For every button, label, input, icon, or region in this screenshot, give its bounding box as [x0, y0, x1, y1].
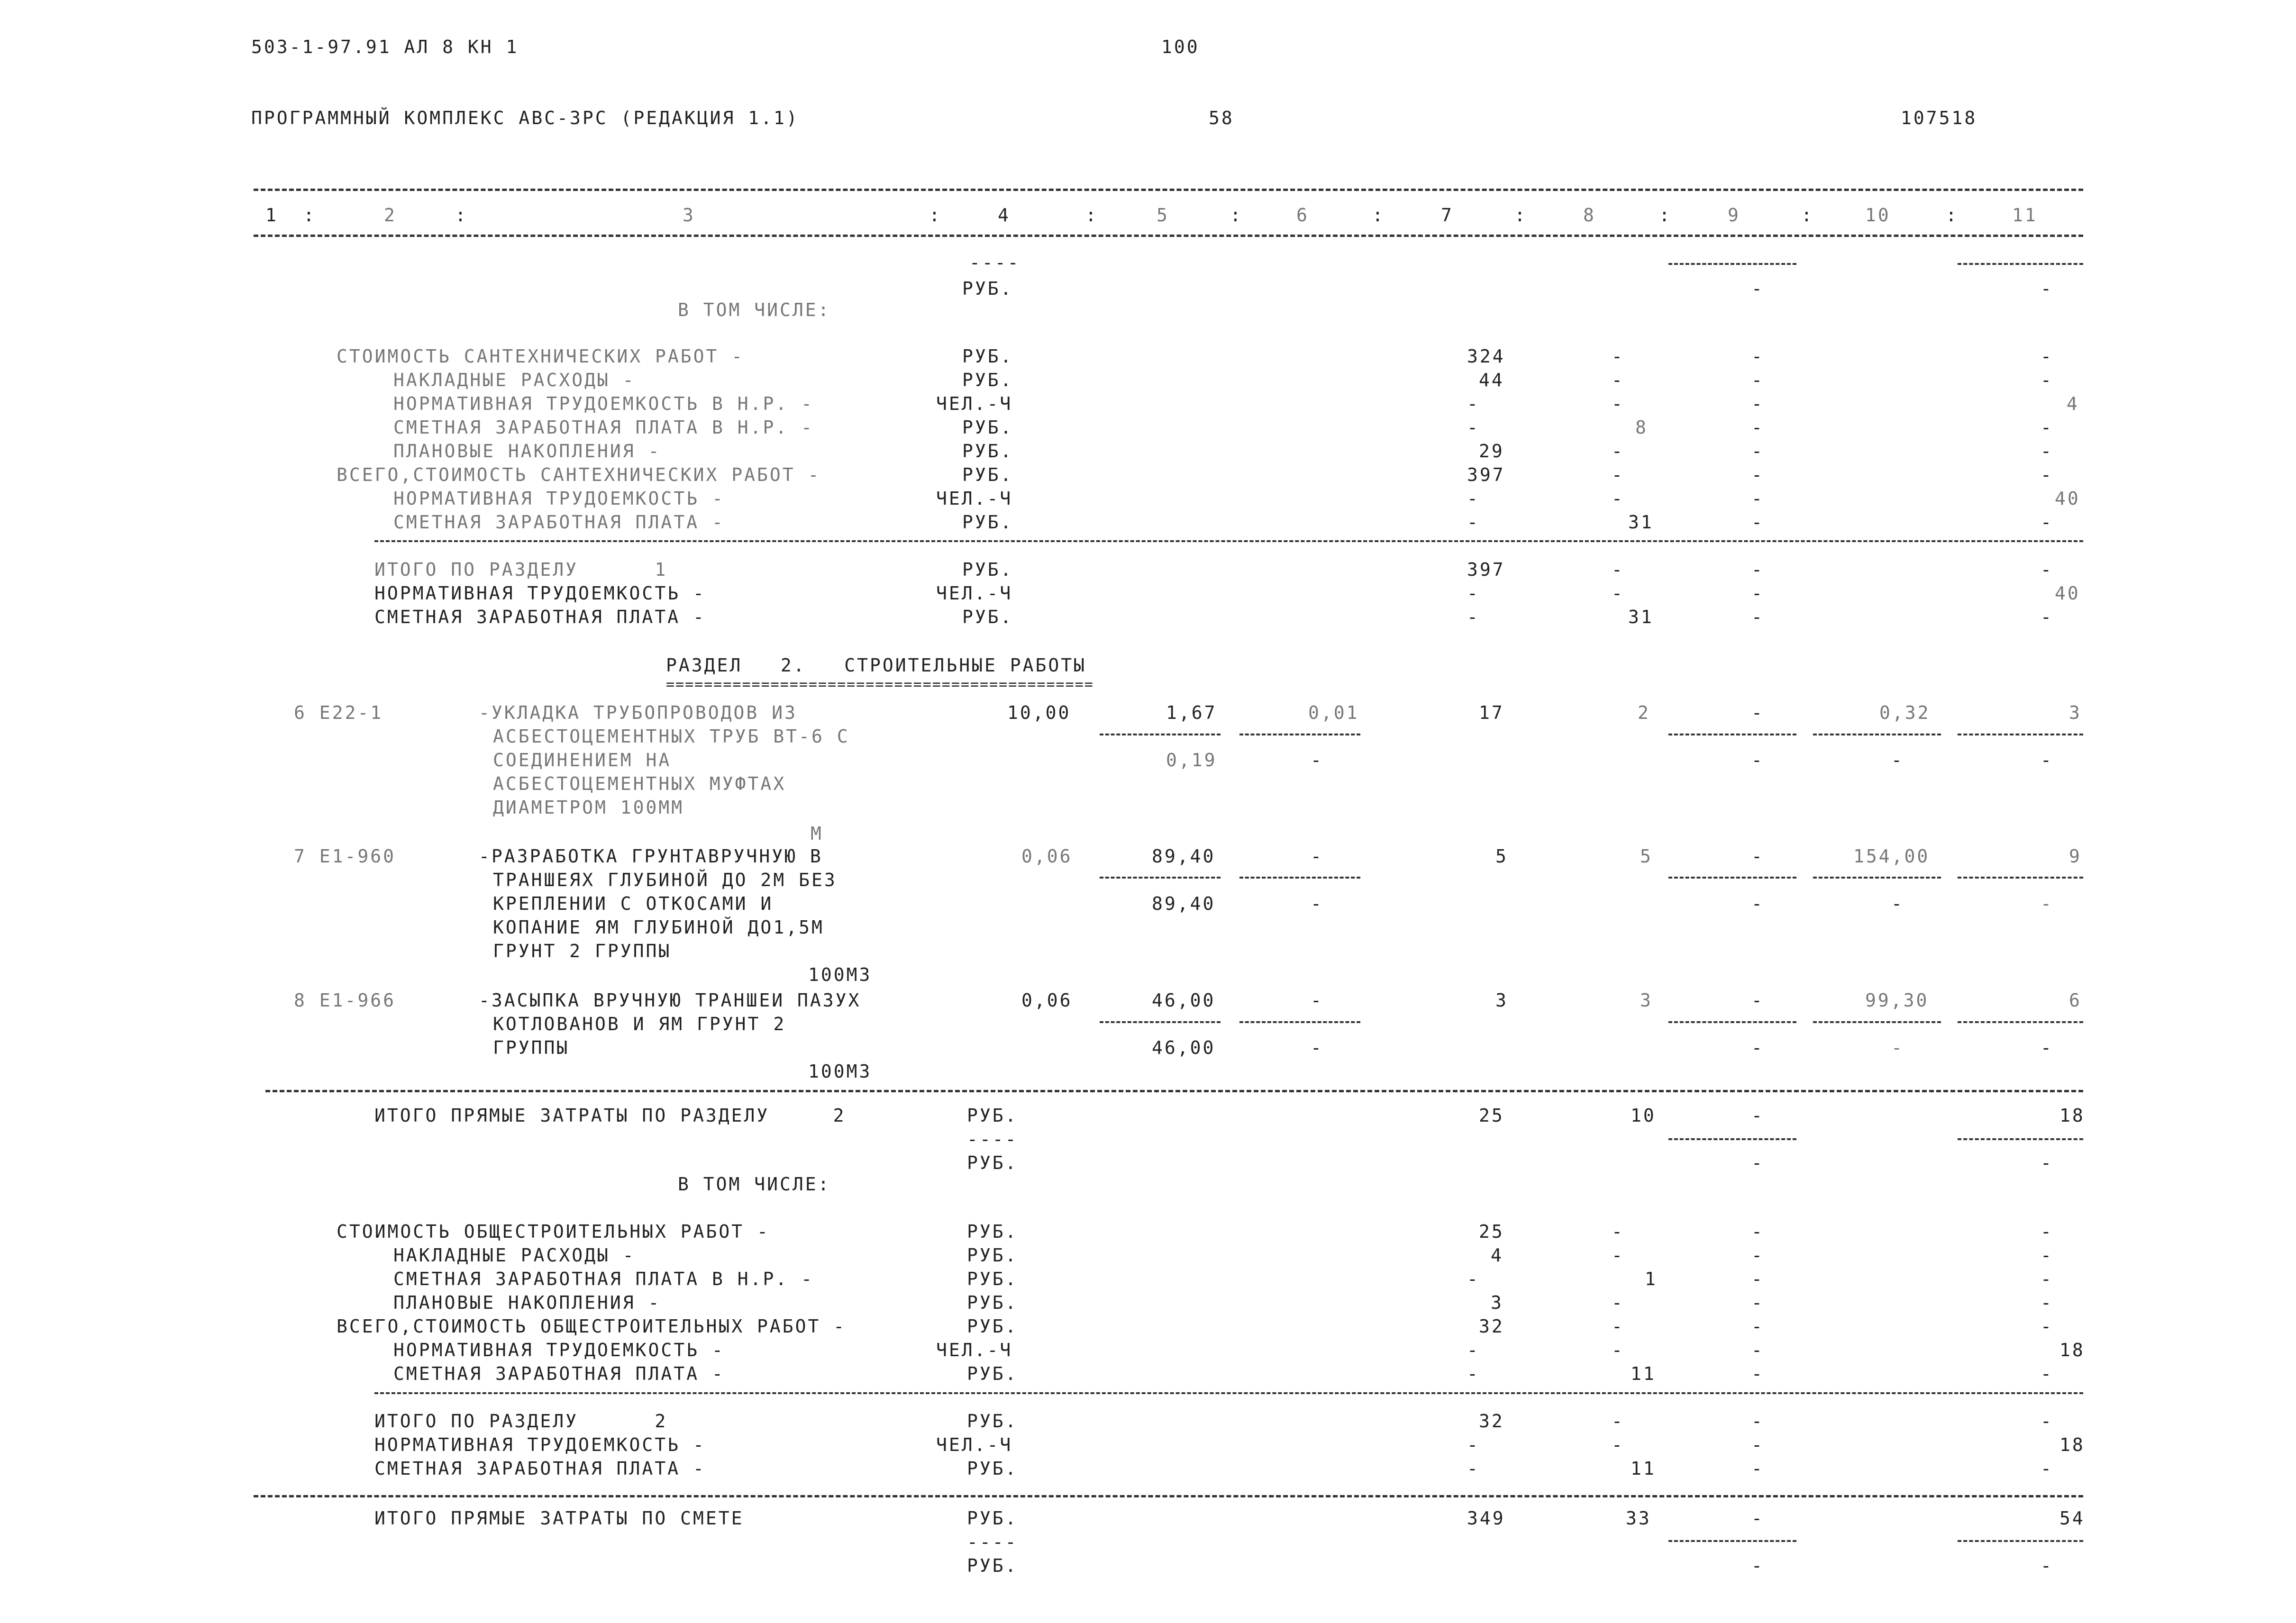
col-num: 2 [384, 205, 397, 226]
cell-rule [1813, 877, 1941, 879]
page-number: 100 [1161, 36, 1200, 57]
unit-rub: РУБ. [967, 1105, 1018, 1126]
dash-marker: ---- [967, 1532, 1018, 1552]
value: 32 [1479, 1411, 1504, 1432]
dash: - [1891, 1037, 1904, 1058]
dash: - [2041, 559, 2053, 580]
col-num: 9 [1728, 205, 1740, 226]
value: 18 [2059, 1434, 2085, 1455]
dash: - [2041, 1037, 2053, 1058]
s2-direct-label: ИТОГО ПРЯМЫЕ ЗАТРАТЫ ПО РАЗДЕЛУ 2 [374, 1105, 846, 1126]
dash: - [1467, 1340, 1480, 1360]
s2-cost-label: СТОИМОСТЬ ОБЩЕСТРОИТЕЛЬНЫХ РАБОТ - [337, 1221, 770, 1242]
unit-rub: РУБ. [967, 1152, 1018, 1173]
s1-overhead-label: НАКЛАДНЫЕ РАСХОДЫ - [393, 370, 636, 390]
item-col7: 3 [1495, 990, 1508, 1011]
dash: - [1311, 893, 1323, 914]
item-col8: 2 [1638, 702, 1650, 723]
col-sep: : [455, 205, 468, 226]
unit-rub: РУБ. [967, 1245, 1018, 1266]
value: 1 [1645, 1269, 1658, 1289]
dash: - [1612, 1245, 1624, 1266]
dash: - [1612, 559, 1624, 580]
dash: - [1467, 607, 1480, 627]
unit-rub: РУБ. [962, 417, 1013, 438]
dash: - [1751, 346, 1764, 367]
col-sep: : [1085, 205, 1098, 226]
item-col10: 99,30 [1865, 990, 1929, 1011]
dash: - [1751, 278, 1764, 299]
incl-heading: В ТОМ ЧИСЛЕ: [678, 1174, 831, 1195]
cell-rule [1239, 734, 1360, 735]
col-num: 5 [1157, 205, 1169, 226]
unit-chel: ЧЕЛ.-Ч [936, 1434, 1013, 1455]
dash: - [2041, 1458, 2053, 1479]
item-col7: 5 [1495, 846, 1508, 867]
s1-labor-nr-label: НОРМАТИВНАЯ ТРУДОЕМКОСТЬ В Н.Р. - [393, 393, 814, 414]
value: 3 [1491, 1292, 1503, 1313]
dash: - [1612, 346, 1624, 367]
dash: - [2041, 1411, 2053, 1432]
dash: - [2041, 464, 2053, 485]
dash: - [1612, 370, 1624, 390]
item-desc-line: ГРУНТ 2 ГРУППЫ [493, 941, 672, 961]
cell-rule [1813, 734, 1941, 735]
s2-itogo-label: ИТОГО ПО РАЗДЕЛУ 2 [374, 1411, 668, 1432]
dash: - [1751, 1037, 1764, 1058]
dash: - [2041, 278, 2053, 299]
dash: - [1751, 441, 1764, 462]
subtotal-rule [1958, 263, 2083, 265]
item-desc-line: -УКЛАДКА ТРУБОПРОВОДОВ ИЗ [479, 702, 797, 723]
dash: - [1467, 1458, 1480, 1479]
item-col8: 3 [1640, 990, 1653, 1011]
subtotal-rule [1958, 1540, 2083, 1542]
dash: - [1751, 1269, 1764, 1289]
cell-rule [1668, 877, 1796, 879]
dash: - [1311, 990, 1323, 1011]
dash: - [1612, 464, 1624, 485]
dash: - [1467, 1363, 1480, 1384]
item-col7: 17 [1479, 702, 1504, 723]
s2-planned-label: ПЛАНОВЫЕ НАКОПЛЕНИЯ - [393, 1292, 661, 1313]
dash: - [1891, 893, 1904, 914]
col-sep: : [1372, 205, 1385, 226]
dash: - [1612, 583, 1624, 604]
item-col5-wage: 46,00 [1152, 1037, 1216, 1058]
item-desc-line: КОПАНИЕ ЯМ ГЛУБИНОЙ ДО1,5М [493, 917, 824, 938]
section2-underline: ============================================= [666, 676, 1094, 693]
s2-wage-nr-label: СМЕТНАЯ ЗАРАБОТНАЯ ПЛАТА В Н.Р. - [393, 1269, 814, 1289]
dash-marker: ---- [967, 1129, 1018, 1150]
unit-chel: ЧЕЛ.-Ч [936, 583, 1013, 604]
dash: - [2041, 346, 2053, 367]
col-sep: : [929, 205, 942, 226]
subtotal-rule [1668, 263, 1796, 265]
unit-rub: РУБ. [962, 559, 1013, 580]
subtotal-rule [1668, 1138, 1796, 1140]
cell-rule [1100, 734, 1221, 735]
dash: - [2041, 1363, 2053, 1384]
sheet-number: 58 [1209, 108, 1234, 128]
item-desc-line: -РАЗРАБОТКА ГРУНТАВРУЧНУЮ В [479, 846, 823, 867]
dash: - [2041, 417, 2053, 438]
s1-wage-label: СМЕТНАЯ ЗАРАБОТНАЯ ПЛАТА - [393, 512, 725, 533]
dash: - [1467, 417, 1480, 438]
cell-rule [1239, 1021, 1360, 1023]
value: 10 [1631, 1105, 1656, 1126]
col-sep: : [1659, 205, 1672, 226]
item-col5: 46,00 [1152, 990, 1216, 1011]
unit-rub: РУБ. [967, 1221, 1018, 1242]
cell-rule [1668, 1021, 1796, 1023]
item-col10: 0,32 [1879, 702, 1931, 723]
item-desc-line: КОТЛОВАНОВ И ЯМ ГРУНТ 2 [493, 1014, 786, 1034]
doc-code: 503-1-97.91 АЛ 8 КН 1 [251, 36, 519, 57]
unit-chel: ЧЕЛ.-Ч [936, 393, 1013, 414]
program-title: ПРОГРАММНЫЙ КОМПЛЕКС АВС-3РС (РЕДАКЦИЯ 1.1) [251, 108, 799, 128]
col-sep: : [303, 205, 316, 226]
value: 40 [2055, 583, 2080, 604]
unit-rub: РУБ. [967, 1269, 1018, 1289]
dash: - [2041, 1152, 2053, 1173]
dash: - [1612, 441, 1624, 462]
dash: - [1751, 846, 1764, 867]
dash: - [1751, 464, 1764, 485]
subtotal-rule [1668, 1540, 1796, 1542]
col-sep: : [1946, 205, 1959, 226]
value: 18 [2059, 1340, 2085, 1360]
unit-rub: РУБ. [967, 1411, 1018, 1432]
unit-rub: РУБ. [967, 1292, 1018, 1313]
cell-rule [1100, 877, 1221, 879]
col-num: 11 [2012, 205, 2038, 226]
cell-rule [1239, 877, 1360, 879]
value: 397 [1467, 464, 1505, 485]
col-num: 3 [683, 205, 695, 226]
item-col5-wage: 89,40 [1152, 893, 1216, 914]
dash: - [1311, 1037, 1323, 1058]
dash: - [2041, 1221, 2053, 1242]
item-col5-wage: 0,19 [1166, 750, 1217, 771]
dash: - [1751, 1105, 1764, 1126]
item-col11: 6 [2069, 990, 2082, 1011]
item-unit: 100М3 [808, 964, 872, 985]
dash: - [1751, 417, 1764, 438]
item-desc-line: -ЗАСЫПКА ВРУЧНУЮ ТРАНШЕИ ПАЗУХ [479, 990, 861, 1011]
item-col8: 5 [1640, 846, 1653, 867]
dash: - [1751, 1555, 1764, 1576]
dash: - [1467, 1269, 1480, 1289]
cell-rule [1958, 734, 2083, 735]
item-number: 8 Е1-966 [294, 990, 396, 1011]
unit-rub: РУБ. [967, 1555, 1018, 1576]
dash: - [2041, 370, 2053, 390]
document-id: 107518 [1901, 108, 1977, 128]
unit-rub: РУБ. [967, 1363, 1018, 1384]
item-desc-line: ДИАМЕТРОМ 100ММ [493, 797, 684, 818]
dash: - [2041, 441, 2053, 462]
item-desc-line: ТРАНШЕЯХ ГЛУБИНОЙ ДО 2М БЕЗ [493, 870, 837, 890]
item-col11: 3 [2069, 702, 2082, 723]
dash: - [1751, 393, 1764, 414]
value: 11 [1631, 1458, 1656, 1479]
item-col11: 9 [2069, 846, 2082, 867]
item-desc-line: КРЕПЛЕНИИ С ОТКОСАМИ И [493, 893, 774, 914]
dash: - [1751, 559, 1764, 580]
unit-rub: РУБ. [962, 346, 1013, 367]
dash: - [1751, 1411, 1764, 1432]
dash: - [1467, 488, 1480, 509]
col-num: 1 [265, 205, 278, 226]
cell-rule [1958, 1021, 2083, 1023]
s1-cost-label: СТОИМОСТЬ САНТЕХНИЧЕСКИХ РАБОТ - [337, 346, 745, 367]
item-desc-line: АСБЕСТОЦЕМЕНТНЫХ МУФТАХ [493, 773, 786, 794]
value: 32 [1479, 1316, 1504, 1337]
s1-itogo-labor-label: НОРМАТИВНАЯ ТРУДОЕМКОСТЬ - [374, 583, 706, 604]
dash: - [2041, 750, 2053, 771]
grand-total-label: ИТОГО ПРЯМЫЕ ЗАТРАТЫ ПО СМЕТЕ [374, 1508, 744, 1529]
col-num: 6 [1296, 205, 1309, 226]
value: 8 [1635, 417, 1648, 438]
item-number: 6 Е22-1 [294, 702, 383, 723]
s2-total-label: ВСЕГО,СТОИМОСТЬ ОБЩЕСТРОИТЕЛЬНЫХ РАБОТ - [337, 1316, 847, 1337]
item-qty: 10,00 [1007, 702, 1071, 723]
cell-rule [1813, 1021, 1941, 1023]
dash: - [1751, 488, 1764, 509]
unit-rub: РУБ. [962, 441, 1013, 462]
dash: - [1751, 750, 1764, 771]
dash: - [1612, 1316, 1624, 1337]
s1-wage-nr-label: СМЕТНАЯ ЗАРАБОТНАЯ ПЛАТА В Н.Р. - [393, 417, 814, 438]
s2-labor-label: НОРМАТИВНАЯ ТРУДОЕМКОСТЬ - [393, 1340, 725, 1360]
item-qty: 0,06 [1021, 846, 1073, 867]
section2-title: РАЗДЕЛ 2. СТРОИТЕЛЬНЫЕ РАБОТЫ [666, 655, 1086, 676]
dash: - [1467, 1434, 1480, 1455]
unit-rub: РУБ. [962, 607, 1013, 627]
unit-chel: ЧЕЛ.-Ч [936, 488, 1013, 509]
dash: - [1751, 1458, 1764, 1479]
dash: - [1612, 1340, 1624, 1360]
dash: - [1612, 393, 1624, 414]
header-bottom-rule [254, 235, 2083, 237]
dash: - [1751, 1292, 1764, 1313]
value: 40 [2055, 488, 2080, 509]
header-top-rule [254, 189, 2083, 191]
item-col5: 1,67 [1166, 702, 1217, 723]
dash: - [1612, 1434, 1624, 1455]
dash: - [1751, 370, 1764, 390]
value: 31 [1628, 512, 1654, 533]
dash: - [2041, 1245, 2053, 1266]
s1-itogo-label: ИТОГО ПО РАЗДЕЛУ 1 [374, 559, 668, 580]
value: 4 [1491, 1245, 1503, 1266]
item-col6: 0,01 [1308, 702, 1359, 723]
cell-rule [1100, 1021, 1221, 1023]
unit-rub: РУБ. [967, 1458, 1018, 1479]
dash: - [1751, 1363, 1764, 1384]
dash: - [1612, 1411, 1624, 1432]
col-sep: : [1230, 205, 1243, 226]
dash: - [1891, 750, 1904, 771]
item-desc-line: СОЕДИНЕНИЕМ НА [493, 750, 672, 771]
value: 29 [1479, 441, 1504, 462]
value: 25 [1479, 1221, 1504, 1242]
value: 324 [1467, 346, 1505, 367]
dash: - [2041, 1555, 2053, 1576]
value: 18 [2059, 1105, 2085, 1126]
dash: - [2041, 607, 2053, 627]
dash: - [2041, 1292, 2053, 1313]
unit-rub: РУБ. [962, 512, 1013, 533]
grand-total-rule [254, 1495, 2083, 1497]
s2-wage-label: СМЕТНАЯ ЗАРАБОТНАЯ ПЛАТА - [393, 1363, 725, 1384]
value: 25 [1479, 1105, 1504, 1126]
dash: - [1612, 488, 1624, 509]
dash: - [1751, 702, 1764, 723]
dash-marker: ---- [969, 252, 1020, 273]
item-desc-line: ГРУППЫ [493, 1037, 570, 1058]
cell-rule [1958, 877, 2083, 879]
unit-rub: РУБ. [967, 1316, 1018, 1337]
dash: - [2041, 512, 2053, 533]
dash: - [1751, 607, 1764, 627]
dash: - [1751, 1508, 1764, 1529]
value: 4 [2067, 393, 2079, 414]
item-col10: 154,00 [1853, 846, 1930, 867]
dash: - [1467, 583, 1480, 604]
dash: - [2041, 1316, 2053, 1337]
section2-direct-rule [265, 1090, 2083, 1092]
unit-rub: РУБ. [967, 1508, 1018, 1529]
grand-total-col11: 54 [2059, 1508, 2085, 1529]
item-unit: М [811, 823, 823, 844]
dash: - [1467, 512, 1480, 533]
s2-overhead-label: НАКЛАДНЫЕ РАСХОДЫ - [393, 1245, 636, 1266]
dash: - [1467, 393, 1480, 414]
dash: - [1751, 1221, 1764, 1242]
value: 31 [1628, 607, 1654, 627]
dash: - [1612, 1292, 1624, 1313]
s1-labor-label: НОРМАТИВНАЯ ТРУДОЕМКОСТЬ - [393, 488, 725, 509]
dash: - [1751, 1340, 1764, 1360]
dash: - [1311, 846, 1323, 867]
dash: - [1311, 750, 1323, 771]
unit-rub: РУБ. [962, 464, 1013, 485]
unit-chel: ЧЕЛ.-Ч [936, 1340, 1013, 1360]
incl-heading: В ТОМ ЧИСЛЕ: [678, 299, 831, 320]
section2-total-rule [374, 1392, 2083, 1394]
value: 44 [1479, 370, 1504, 390]
section1-total-rule [374, 540, 2083, 542]
cell-rule [1668, 734, 1796, 735]
grand-total-col7: 349 [1467, 1508, 1505, 1529]
col-num: 10 [1865, 205, 1891, 226]
dash: - [1751, 990, 1764, 1011]
s1-total-label: ВСЕГО,СТОИМОСТЬ САНТЕХНИЧЕСКИХ РАБОТ - [337, 464, 821, 485]
value: 397 [1467, 559, 1505, 580]
s2-itogo-wage-label: СМЕТНАЯ ЗАРАБОТНАЯ ПЛАТА - [374, 1458, 706, 1479]
col-num: 7 [1441, 205, 1454, 226]
s1-itogo-wage-label: СМЕТНАЯ ЗАРАБОТНАЯ ПЛАТА - [374, 607, 706, 627]
dash: - [1751, 1152, 1764, 1173]
col-sep: : [1801, 205, 1814, 226]
unit-rub: РУБ. [962, 278, 1013, 299]
s1-planned-label: ПЛАНОВЫЕ НАКОПЛЕНИЯ - [393, 441, 661, 462]
grand-total-col8: 33 [1626, 1508, 1651, 1529]
dash: - [2041, 893, 2053, 914]
item-number: 7 Е1-960 [294, 846, 396, 867]
col-num: 8 [1583, 205, 1596, 226]
col-sep: : [1514, 205, 1527, 226]
item-col5: 89,40 [1152, 846, 1216, 867]
dash: - [2041, 1269, 2053, 1289]
value: 11 [1631, 1363, 1656, 1384]
item-unit: 100М3 [808, 1061, 872, 1082]
subtotal-rule [1958, 1138, 2083, 1140]
s2-itogo-labor-label: НОРМАТИВНАЯ ТРУДОЕМКОСТЬ - [374, 1434, 706, 1455]
dash: - [1751, 583, 1764, 604]
item-qty: 0,06 [1021, 990, 1073, 1011]
item-desc-line: АСБЕСТОЦЕМЕНТНЫХ ТРУБ ВТ-6 С [493, 726, 850, 747]
col-num: 4 [998, 205, 1011, 226]
dash: - [1751, 1245, 1764, 1266]
dash: - [1751, 1434, 1764, 1455]
unit-rub: РУБ. [962, 370, 1013, 390]
dash: - [1751, 512, 1764, 533]
dash: - [1751, 1316, 1764, 1337]
dash: - [1612, 1221, 1624, 1242]
dash: - [1751, 893, 1764, 914]
